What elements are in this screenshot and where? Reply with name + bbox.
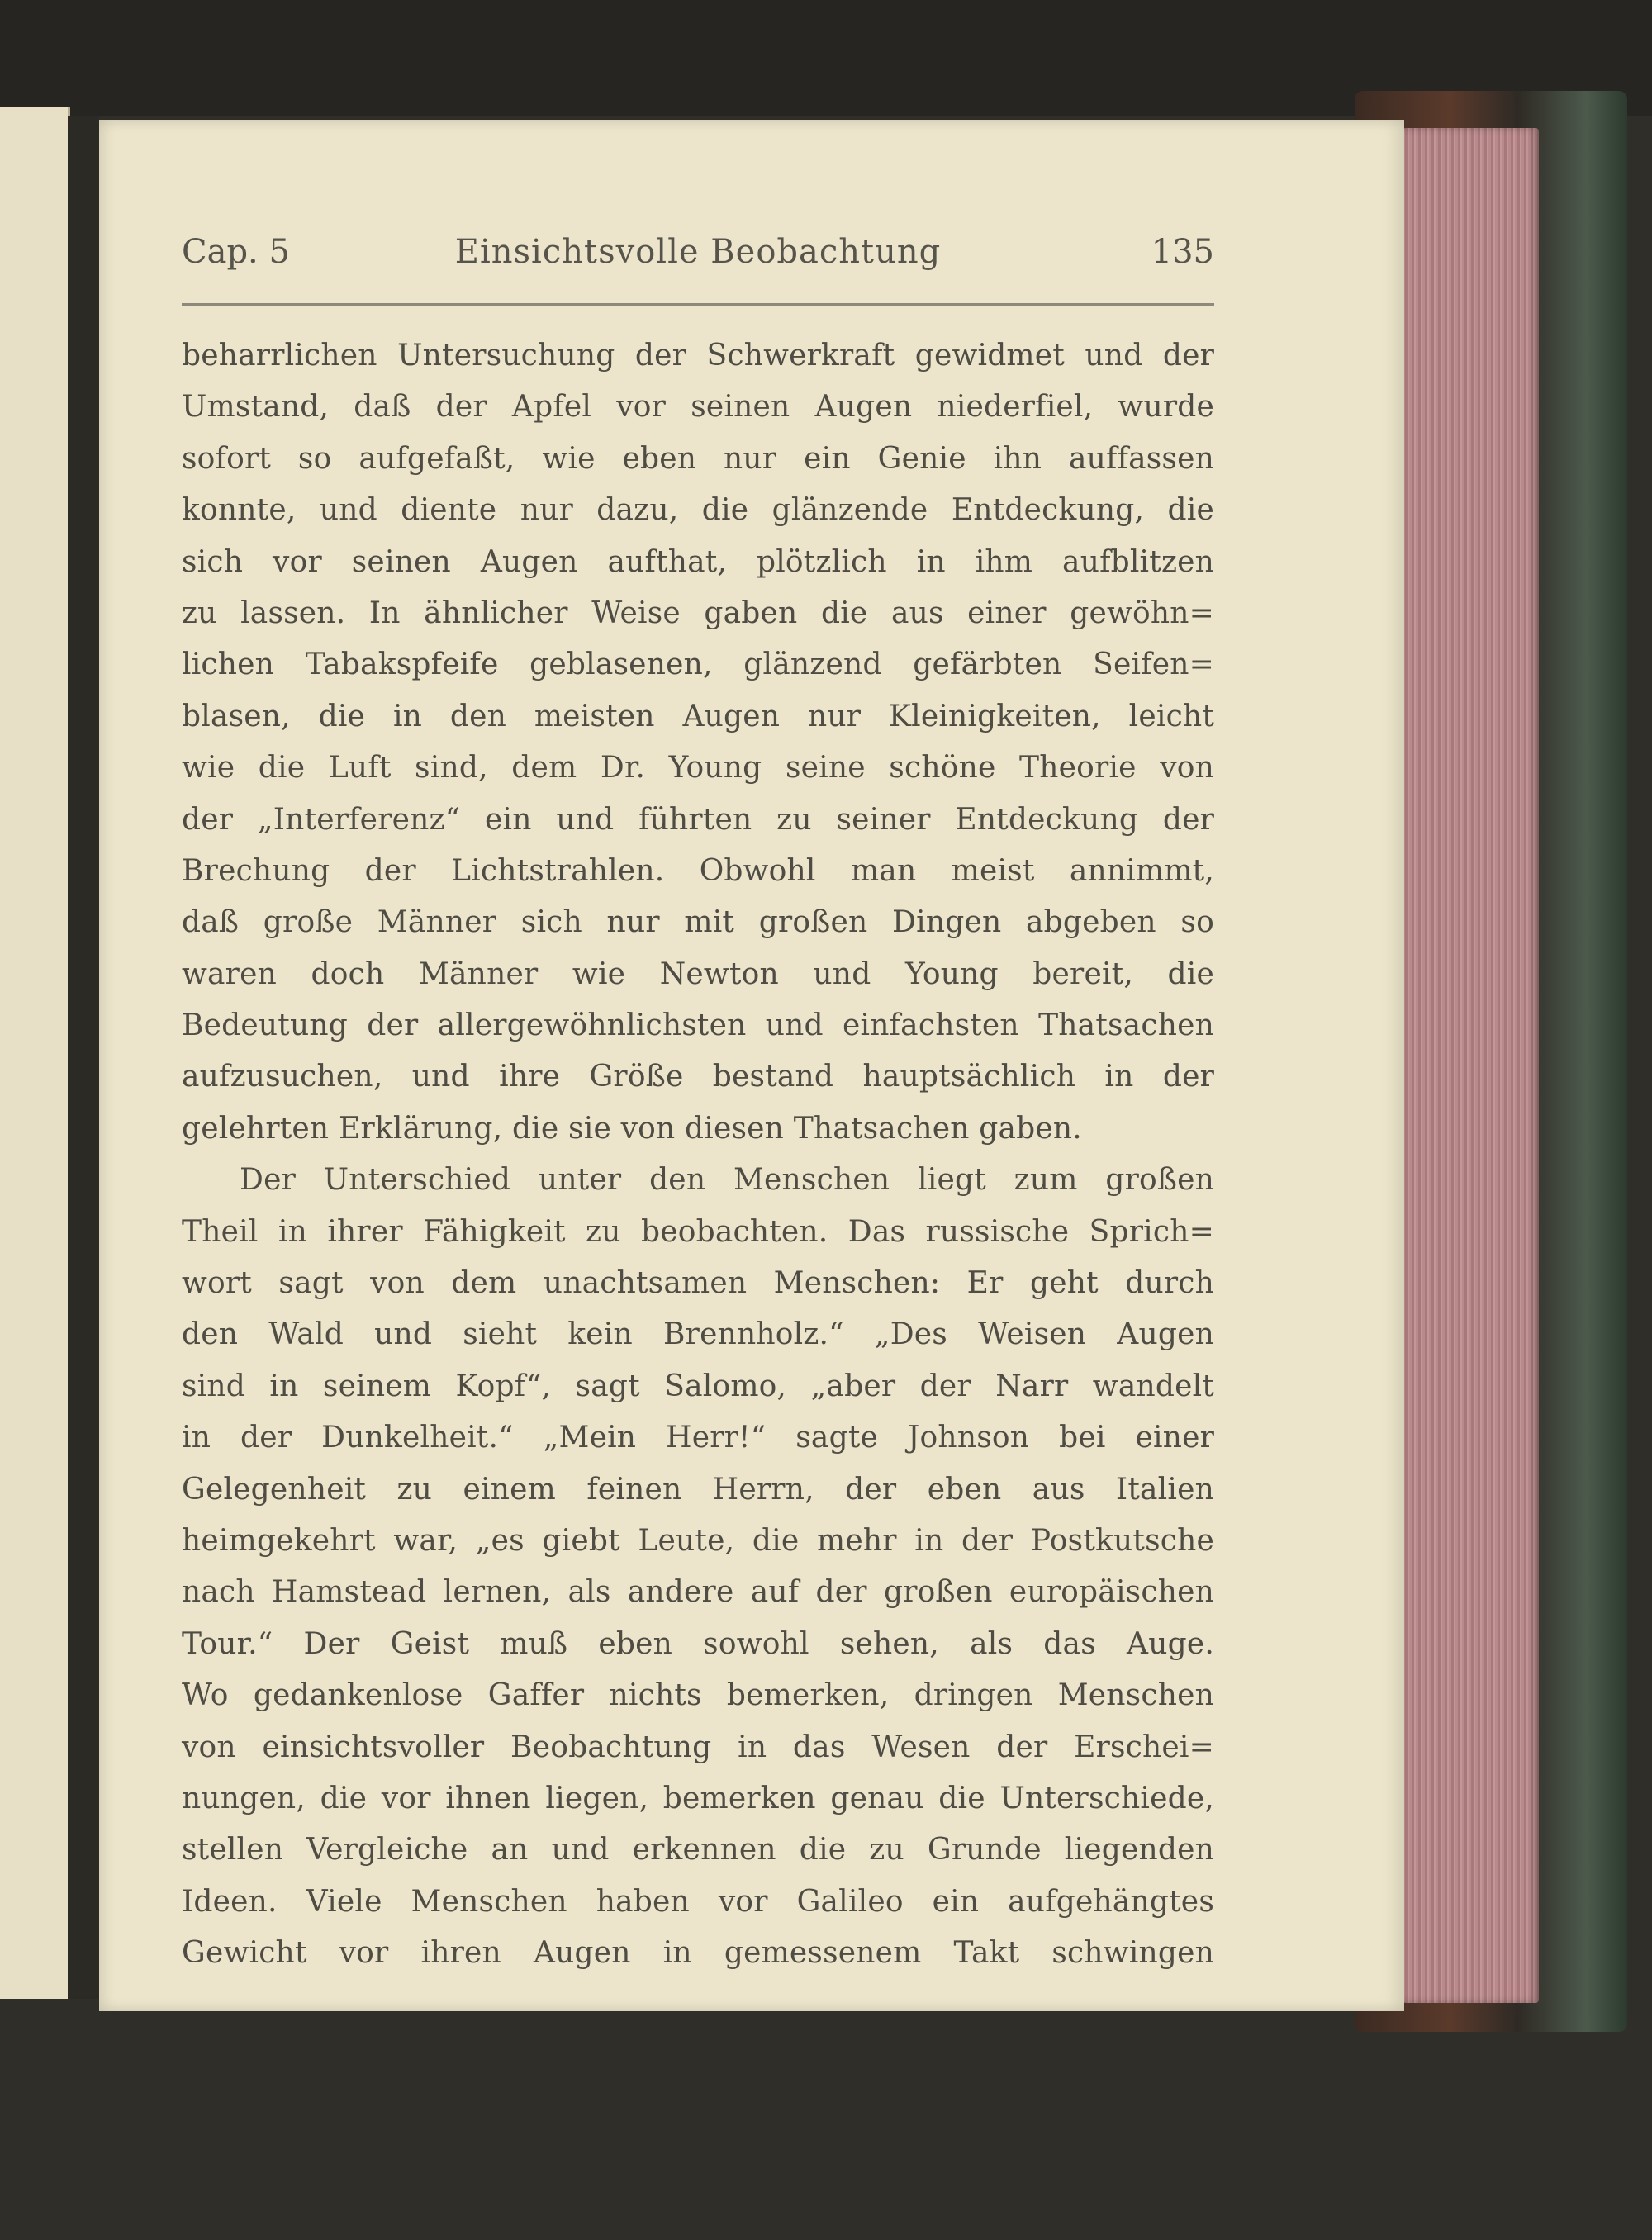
text-line: der „Interferenz“ ein und führten zu seiner Entdeckung der bbox=[182, 802, 1214, 837]
text-line: aufzusuchen, und ihre Größe bestand hauptsächlich in der bbox=[182, 1060, 1214, 1094]
page-number: 135 bbox=[1151, 233, 1214, 271]
book-gutter bbox=[68, 116, 99, 1999]
body-text bbox=[182, 330, 1214, 1980]
text-line: heimgekehrt war, „es giebt Leute, die mehr in der Postkutsche bbox=[182, 1523, 1214, 1558]
text-line: wort sagt von dem unachtsamen Menschen: Er geht durch bbox=[182, 1266, 1214, 1301]
text-line: Ideen. Viele Menschen haben vor Galileo ein aufgehängtes bbox=[182, 1884, 1214, 1919]
text-line: sich vor seinen Augen aufthat, plötzlich in ihm aufblitzen bbox=[182, 544, 1214, 579]
text-line: blasen, die in den meisten Augen nur Kleinigkeiten, leicht bbox=[182, 699, 1214, 733]
text-line: wie die Luft sind, dem Dr. Young seine schöne Theorie von bbox=[182, 751, 1214, 785]
chapter-label: Cap. 5 bbox=[182, 233, 290, 271]
running-header bbox=[182, 227, 1214, 280]
running-title: Einsichtsvolle Beobachtung bbox=[454, 233, 942, 271]
text-line: stellen Vergleiche an und erkennen die zu Grunde liegenden bbox=[182, 1833, 1214, 1867]
text-line: Gewicht vor ihren Augen in gemessenem Takt schwingen bbox=[182, 1936, 1214, 1971]
text-line: Brechung der Lichtstrahlen. Obwohl man meist annimmt, bbox=[182, 853, 1214, 888]
text-line: waren doch Männer wie Newton und Young bereit, die bbox=[182, 956, 1214, 991]
text-line: konnte, und diente nur dazu, die glänzende Entdeckung, die bbox=[182, 493, 1214, 528]
text-line: Umstand, daß der Apfel vor seinen Augen niederfiel, wurde bbox=[182, 390, 1214, 425]
page-edges bbox=[1403, 128, 1539, 2003]
text-line: sind in seinem Kopf“, sagt Salomo, „aber der Narr wandelt bbox=[182, 1369, 1214, 1403]
text-line: nach Hamstead lernen, als andere auf der großen europäischen bbox=[182, 1575, 1214, 1610]
text-line: Bedeutung der allergewöhnlichsten und einfachsten Thatsachen bbox=[182, 1008, 1214, 1043]
text-line: Theil in ihrer Fähigkeit zu beobachten. Das russische Sprich= bbox=[182, 1214, 1214, 1249]
text-line: zu lassen. In ähnlicher Weise gaben die aus einer gewöhn= bbox=[182, 596, 1214, 630]
text-line: beharrlichen Untersuchung der Schwerkraft gewidmet und der bbox=[182, 339, 1214, 373]
text-line: daß große Männer sich nur mit großen Dingen abgeben so bbox=[182, 905, 1214, 940]
text-line: Wo gedankenlose Gaffer nichts bemerken, dringen Menschen bbox=[182, 1678, 1214, 1713]
header-rule bbox=[182, 303, 1214, 306]
text-line: von einsichtsvoller Beobachtung in das Wesen der Erschei= bbox=[182, 1730, 1214, 1764]
text-line: sofort so aufgefaßt, wie eben nur ein Genie ihn auffassen bbox=[182, 441, 1214, 476]
text-line: Tour.“ Der Geist muß eben sowohl sehen, als das Auge. bbox=[182, 1626, 1214, 1661]
left-page-edge bbox=[0, 107, 70, 1999]
text-line: in der Dunkelheit.“ „Mein Herr!“ sagte Johnson bei einer bbox=[182, 1421, 1214, 1455]
paragraph-end-line: gelehrten Erklärung, die sie von diesen Thatsachen gaben. bbox=[182, 1111, 1082, 1146]
paragraph-start-line: Der Unterschied unter den Menschen liegt zum großen bbox=[240, 1163, 1214, 1198]
text-line: den Wald und sieht kein Brennholz.“ „Des Weisen Augen bbox=[182, 1317, 1214, 1352]
text-line: lichen Tabakspfeife geblasenen, glänzend gefärbten Seifen= bbox=[182, 648, 1214, 682]
text-line: Gelegenheit zu einem feinen Herrn, der eben aus Italien bbox=[182, 1472, 1214, 1507]
text-line: nungen, die vor ihnen liegen, bemerken genau die Unterschiede, bbox=[182, 1781, 1214, 1815]
book-page bbox=[99, 120, 1404, 2011]
